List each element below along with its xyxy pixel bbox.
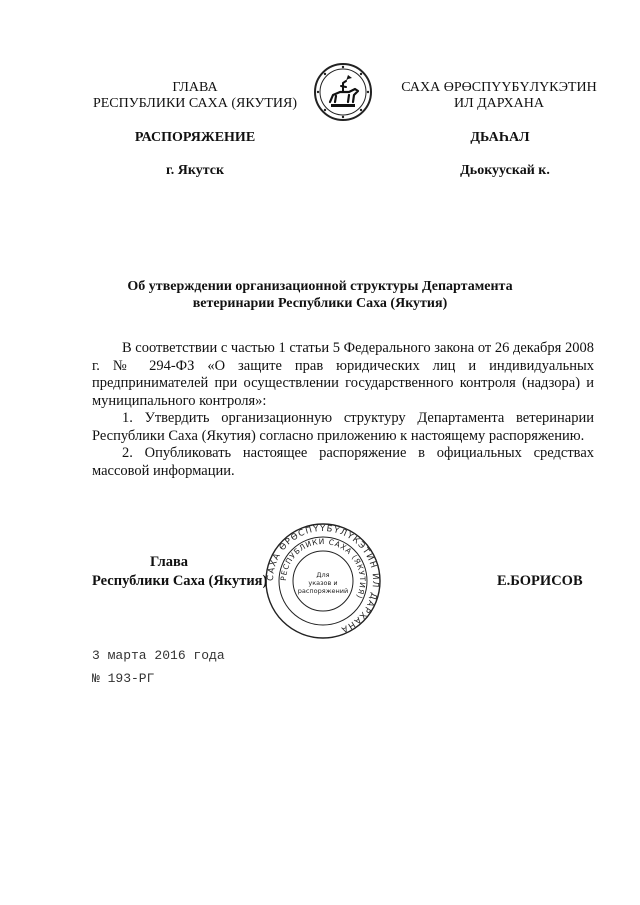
header-left-line1: ГЛАВА xyxy=(172,80,218,95)
header-right-line2: ИЛ ДАРХАНА xyxy=(453,96,544,111)
signature-title-line1: Глава xyxy=(150,554,189,570)
header-left-line2: РЕСПУБЛИКИ САХА (ЯКУТИЯ) xyxy=(92,96,298,111)
city-ru: г. Якутск xyxy=(165,163,225,178)
document-number: № 193-РГ xyxy=(92,671,155,686)
title-line1: Об утверждении организационной структуры Департамента xyxy=(127,279,513,294)
header-right xyxy=(384,80,614,112)
stamp-center-line2: указов и xyxy=(308,579,338,587)
document-body xyxy=(92,340,594,480)
city-sakha: Дьокуускай к. xyxy=(460,163,550,178)
body-paragraph-preamble: В соответствии с частью 1 статьи 5 Федерального закона от 26 декабря 2008 г. № 294-ФЗ «О защите прав юридических лиц и индивидуальных предпринимателей при осуществлении государственного контроля (надзора) и муниципального контроля»: xyxy=(92,340,594,409)
document-date: 3 марта 2016 года xyxy=(92,648,225,663)
title-line2: ветеринарии Республики Саха (Якутия) xyxy=(192,296,448,311)
stamp-inner-text: РЕСПУБЛИКИ САХА (ЯКУТИЯ) xyxy=(278,536,368,601)
header-right-line1: САХА ӨРӨСПҮҮБҮЛҮКЭТИН xyxy=(401,80,597,95)
stamp-outer-text: САХА ӨРӨСПҮҮБҮЛҮКЭТИН ИЛ ДАРХАНА xyxy=(265,523,381,635)
signatory-name: Е.БОРИСОВ xyxy=(497,573,583,589)
order-label-ru: РАСПОРЯЖЕНИЕ xyxy=(134,130,256,145)
signature-title-line2: Республики Саха (Якутия) xyxy=(92,573,268,589)
official-stamp xyxy=(264,522,382,640)
stamp-center-line1: Для xyxy=(316,571,330,579)
body-paragraph-item-2: 2. Опубликовать настоящее распоряжение в официальных средствах массовой информации. xyxy=(92,445,594,479)
body-paragraph-item-1: 1. Утвердить организационную структуру Департамента ветеринарии Республики Саха (Якутия) согласно приложению к настоящему распоряжению. xyxy=(92,410,594,444)
stamp-center-line3: распоряжений xyxy=(297,587,349,595)
header-left xyxy=(80,80,310,112)
order-label-sakha: ДЬАҺАЛ xyxy=(470,130,530,145)
coat-of-arms-icon xyxy=(313,62,373,122)
document-title xyxy=(120,278,520,312)
